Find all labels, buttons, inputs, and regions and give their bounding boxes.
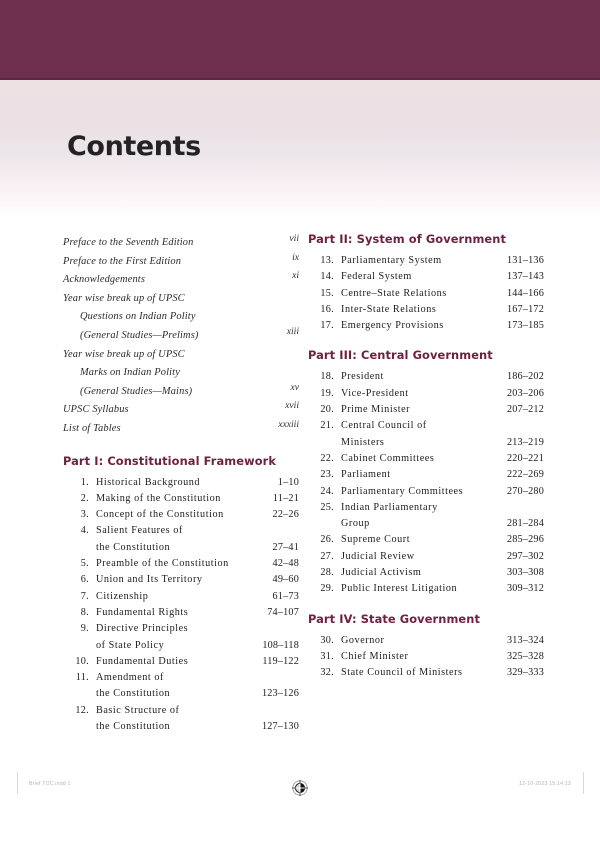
toc-entry-title-line1: Fundamental Duties (96, 655, 189, 667)
toc-entry-number: 11. (75, 672, 89, 684)
toc-entry-title-line2: of State Policy (96, 639, 165, 651)
toc-entry-title-line1: Directive Principles (96, 623, 189, 635)
toc-entry-page-range: 173–185 (506, 320, 544, 332)
toc-entry[interactable] (308, 565, 543, 581)
toc-entry-number: 2. (80, 492, 89, 504)
toc-entry-title (96, 507, 242, 523)
toc-entry-number: 31. (320, 650, 334, 662)
toc-entry-page-range: 309–312 (506, 583, 544, 595)
toc-entry-page-range: 220–221 (506, 452, 544, 464)
toc-entry-number: 14. (320, 271, 334, 283)
toc-entry-title (341, 286, 487, 302)
toc-entry-number: 18. (320, 371, 334, 383)
toc-entry-title (341, 253, 487, 269)
toc-entry-title (341, 418, 487, 451)
toc-entry-page-range: 167–172 (506, 303, 544, 315)
toc-entry-title-line1: Preamble of the Constitution (96, 558, 229, 570)
toc-entry-title (96, 523, 242, 556)
toc-entry-title (341, 386, 487, 402)
toc-entry-title (341, 649, 487, 665)
toc-entry-title-line2: the Constitution (96, 541, 171, 553)
toc-entry[interactable] (308, 253, 543, 269)
front-matter-label: Year wise break up of UPSC (63, 292, 185, 304)
toc-entry-title (96, 621, 242, 654)
toc-entry[interactable] (308, 269, 543, 285)
toc-entry-number: 24. (320, 485, 334, 497)
toc-entry-number: 28. (320, 567, 334, 579)
front-matter-row (63, 232, 298, 251)
toc-entry[interactable] (308, 581, 543, 597)
toc-entry-title (341, 318, 487, 334)
toc-entry-number: 10. (75, 655, 89, 667)
toc-entry[interactable] (63, 621, 298, 654)
part-heading-part-ii-system-of-government: Part II: System of Government (308, 232, 507, 246)
toc-entry-title (341, 467, 487, 483)
front-matter-page-number: xiii (286, 325, 299, 337)
toc-entry-title-line1: Amendment of (96, 672, 164, 684)
toc-entry-number: 6. (80, 574, 89, 586)
front-matter-row (63, 288, 298, 307)
toc-entry-page-range: 144–166 (506, 287, 544, 299)
front-matter-row (63, 251, 298, 270)
toc-entry-title (341, 532, 487, 548)
toc-entry-number: 27. (320, 550, 334, 562)
toc-entry[interactable] (63, 523, 298, 556)
toc-entry-number: 8. (80, 606, 89, 618)
toc-entry-title-line1: State Council of Ministers (341, 667, 463, 679)
toc-entry-number: 32. (320, 667, 334, 679)
toc-entry-page-range: 42–48 (272, 558, 299, 570)
front-matter-row (63, 325, 298, 344)
front-matter-label: List of Tables (63, 422, 121, 434)
toc-entry-title (96, 605, 242, 621)
toc-entry-title-line1: Parliamentary Committees (341, 485, 464, 497)
toc-entry-number: 21. (320, 420, 334, 432)
toc-entry-page-range: 61–73 (272, 590, 299, 602)
front-matter-row (63, 381, 298, 400)
toc-entry-title (341, 402, 487, 418)
toc-entry-title-line2: Ministers (341, 436, 385, 448)
front-matter-row (63, 399, 298, 418)
toc-entry-title-line1: Central Council of (341, 420, 427, 432)
toc-entry-title-line1: Indian Parliamentary (341, 501, 438, 513)
toc-entry-page-range: 123–126 (261, 688, 299, 700)
toc-entry-title-line1: Prime Minister (341, 404, 411, 416)
toc-entry-title-line1: Judicial Activism (341, 567, 422, 579)
toc-entry-title-line2: Group (341, 518, 370, 530)
toc-entry-page-range: 137–143 (506, 271, 544, 283)
toc-entry[interactable] (308, 386, 543, 402)
toc-entry-number: 16. (320, 303, 334, 315)
front-matter-label: (General Studies—Mains) (80, 385, 193, 397)
toc-entry[interactable] (308, 418, 543, 451)
toc-entry-page-range: 108–118 (262, 639, 299, 651)
toc-entry-page-range: 74–107 (267, 606, 299, 618)
front-matter-page-number: xv (290, 381, 299, 393)
toc-entry-number: 22. (320, 452, 334, 464)
toc-entry-title (341, 549, 487, 565)
toc-entry[interactable] (308, 451, 543, 467)
toc-entry-page-range: 222–269 (506, 469, 544, 481)
toc-entry-title-line1: Supreme Court (341, 534, 411, 546)
toc-entry-page-range: 325–328 (506, 650, 544, 662)
toc-entry[interactable] (308, 500, 543, 533)
toc-entry-title (96, 491, 242, 507)
front-matter-label: Marks on Indian Polity (80, 367, 180, 379)
front-matter-label: Preface to the First Edition (63, 255, 182, 267)
footer-timestamp: 12-10-2023 15:14:13 (519, 781, 571, 787)
toc-entry-title-line1: Cabinet Committees (341, 452, 435, 464)
toc-entry[interactable] (63, 572, 298, 588)
toc-entry-title-line1: Salient Features of (96, 525, 183, 537)
toc-entry-page-range: 186–202 (506, 371, 544, 383)
front-matter-label: Acknowledgements (63, 274, 146, 286)
toc-entry-title (96, 703, 242, 736)
toc-entry-number: 7. (80, 590, 89, 602)
toc-entry-page-range: 313–324 (506, 634, 544, 646)
toc-entry-number: 20. (320, 404, 334, 416)
toc-entry-number: 17. (320, 320, 334, 332)
toc-entry[interactable] (308, 633, 543, 649)
toc-entry-page-range: 1–10 (277, 476, 299, 488)
toc-entry-page-range: 203–206 (506, 387, 544, 399)
toc-entry-title (341, 269, 487, 285)
toc-entry-number: 4. (80, 525, 89, 537)
toc-entry-number: 19. (320, 387, 334, 399)
toc-entry[interactable] (308, 549, 543, 565)
toc-entry-number: 23. (320, 469, 334, 481)
toc-entry-title-line1: Fundamental Rights (96, 606, 189, 618)
toc-entry[interactable] (308, 484, 543, 500)
toc-entry-page-range: 49–60 (272, 574, 299, 586)
front-matter-row (63, 306, 298, 325)
toc-entry-title-line1: Centre–State Relations (341, 287, 447, 299)
toc-entry[interactable] (308, 369, 543, 385)
toc-entry-title-line1: Governor (341, 634, 385, 646)
toc-entry-title-line1: Judicial Review (341, 550, 415, 562)
toc-entry-number: 5. (80, 558, 89, 570)
toc-entry-title (341, 369, 487, 385)
toc-entry-title (341, 665, 487, 681)
front-matter-row (63, 344, 298, 363)
toc-entry-title-line1: Concept of the Constitution (96, 509, 224, 521)
toc-entry-title (341, 500, 487, 533)
toc-entry-title (96, 589, 242, 605)
front-matter-page-number: xi (292, 270, 299, 282)
toc-entry-title-line1: Citizenship (96, 590, 149, 602)
toc-entry[interactable] (308, 402, 543, 418)
toc-entry-title-line1: Federal System (341, 271, 412, 283)
front-matter-label: Preface to the Seventh Edition (63, 237, 194, 248)
toc-entry[interactable] (63, 475, 298, 491)
toc-entry-number: 13. (320, 255, 334, 266)
toc-entry-title (341, 302, 487, 318)
toc-entry-title-line1: Making of the Constitution (96, 492, 221, 504)
page-title: Contents (67, 131, 201, 162)
toc-entry[interactable] (63, 605, 298, 621)
toc-entry[interactable] (63, 670, 298, 703)
toc-entry-title (96, 556, 242, 572)
toc-column-right (308, 232, 543, 682)
toc-column-left (63, 232, 298, 735)
toc-entry-title (96, 572, 242, 588)
toc-entry-title (341, 633, 487, 649)
front-matter-label: Questions on Indian Polity (80, 311, 196, 323)
toc-entry-title-line2: the Constitution (96, 720, 171, 732)
toc-entry-title-line1: President (341, 371, 384, 383)
toc-entry[interactable] (308, 665, 543, 681)
toc-entry[interactable] (308, 649, 543, 665)
toc-entry-title-line1: Parliament (341, 469, 391, 481)
toc-entry-title-line2: the Constitution (96, 688, 171, 700)
toc-entry-number: 9. (80, 623, 89, 635)
front-matter-row (63, 418, 298, 437)
toc-entry-page-range: 303–308 (506, 567, 544, 579)
footer-file-name: Brief TOC.indd 1 (29, 781, 71, 787)
toc-entry-title-line1: Public Interest Litigation (341, 583, 458, 595)
toc-entry-number: 25. (320, 501, 334, 513)
toc-entry-page-range: 119–122 (262, 655, 299, 667)
front-matter-page-number: xvii (285, 400, 299, 412)
toc-entry-title-line1: Inter-State Relations (341, 303, 437, 315)
toc-entry-number: 26. (320, 534, 334, 546)
toc-entry-number: 1. (80, 476, 89, 488)
toc-entry[interactable] (63, 491, 298, 507)
toc-entry-title-line1: Vice-President (341, 387, 409, 399)
part-heading-part-i-constitutional-framework: Part I: Constitutional Framework (63, 453, 277, 468)
toc-entry[interactable] (63, 589, 298, 605)
front-matter-label: Year wise break up of UPSC (63, 348, 185, 360)
toc-entry[interactable] (63, 703, 298, 736)
toc-entry[interactable] (63, 654, 298, 670)
part-heading-part-iii-central-government: Part III: Central Government (308, 348, 493, 363)
toc-entry-page-range: 329–333 (506, 667, 544, 679)
toc-entry-title (341, 565, 487, 581)
toc-entry-title (341, 484, 487, 500)
toc-entry-number: 29. (320, 583, 334, 595)
front-matter-row (63, 362, 298, 381)
toc-entry-page-range: 285–296 (506, 534, 544, 546)
toc-entry[interactable] (308, 302, 543, 318)
toc-entry-title-line1: Union and Its Territory (96, 574, 203, 586)
toc-entry-page-range: 27–41 (272, 541, 299, 553)
toc-entry[interactable] (308, 467, 543, 483)
top-banner (0, 0, 600, 80)
toc-entry[interactable] (63, 507, 298, 523)
toc-entry-page-range: 131–136 (506, 255, 544, 266)
toc-entry-page-range: 207–212 (506, 404, 544, 416)
front-matter-page-number: vii (289, 233, 299, 244)
front-matter-page-number: ix (292, 251, 299, 263)
toc-entry[interactable] (308, 318, 543, 334)
toc-entry[interactable] (63, 556, 298, 572)
toc-entry-number: 15. (320, 287, 334, 299)
toc-entry-title (96, 475, 242, 491)
toc-entry-title-line1: Basic Structure of (96, 704, 180, 716)
part-heading-part-iv-state-government: Part IV: State Government (308, 611, 480, 626)
front-matter-label: (General Studies—Prelims) (80, 329, 199, 341)
toc-entry-title (341, 451, 487, 467)
toc-entry-title (341, 581, 487, 597)
toc-entry-page-range: 11–21 (272, 492, 299, 504)
toc-entry[interactable] (308, 532, 543, 548)
front-matter-label: UPSC Syllabus (63, 404, 129, 416)
toc-entry-title (96, 654, 242, 670)
toc-entry-page-range: 127–130 (261, 720, 299, 732)
toc-entry-title-line1: Chief Minister (341, 650, 409, 662)
toc-entry-number: 12. (75, 704, 89, 716)
toc-entry-title (96, 670, 242, 703)
front-matter-page-number: xxxiii (278, 418, 299, 430)
toc-entry-title-line1: Emergency Provisions (341, 320, 444, 332)
toc-entry-title-line1: Historical Background (96, 476, 201, 488)
front-matter-row (63, 269, 298, 288)
toc-entry-page-range: 22–26 (272, 509, 299, 521)
toc-entry-page-range: 297–302 (506, 550, 544, 562)
toc-entry-page-range: 213–219 (506, 436, 544, 448)
toc-entry[interactable] (308, 286, 543, 302)
toc-entry-number: 3. (80, 509, 89, 521)
toc-entry-title-line1: Parliamentary System (341, 255, 442, 266)
toc-entry-number: 30. (320, 634, 334, 646)
registration-mark-icon (292, 780, 308, 796)
crop-mark-right (583, 772, 584, 794)
crop-mark-left (17, 772, 18, 794)
toc-entry-page-range: 270–280 (506, 485, 544, 497)
toc-entry-page-range: 281–284 (506, 518, 544, 530)
